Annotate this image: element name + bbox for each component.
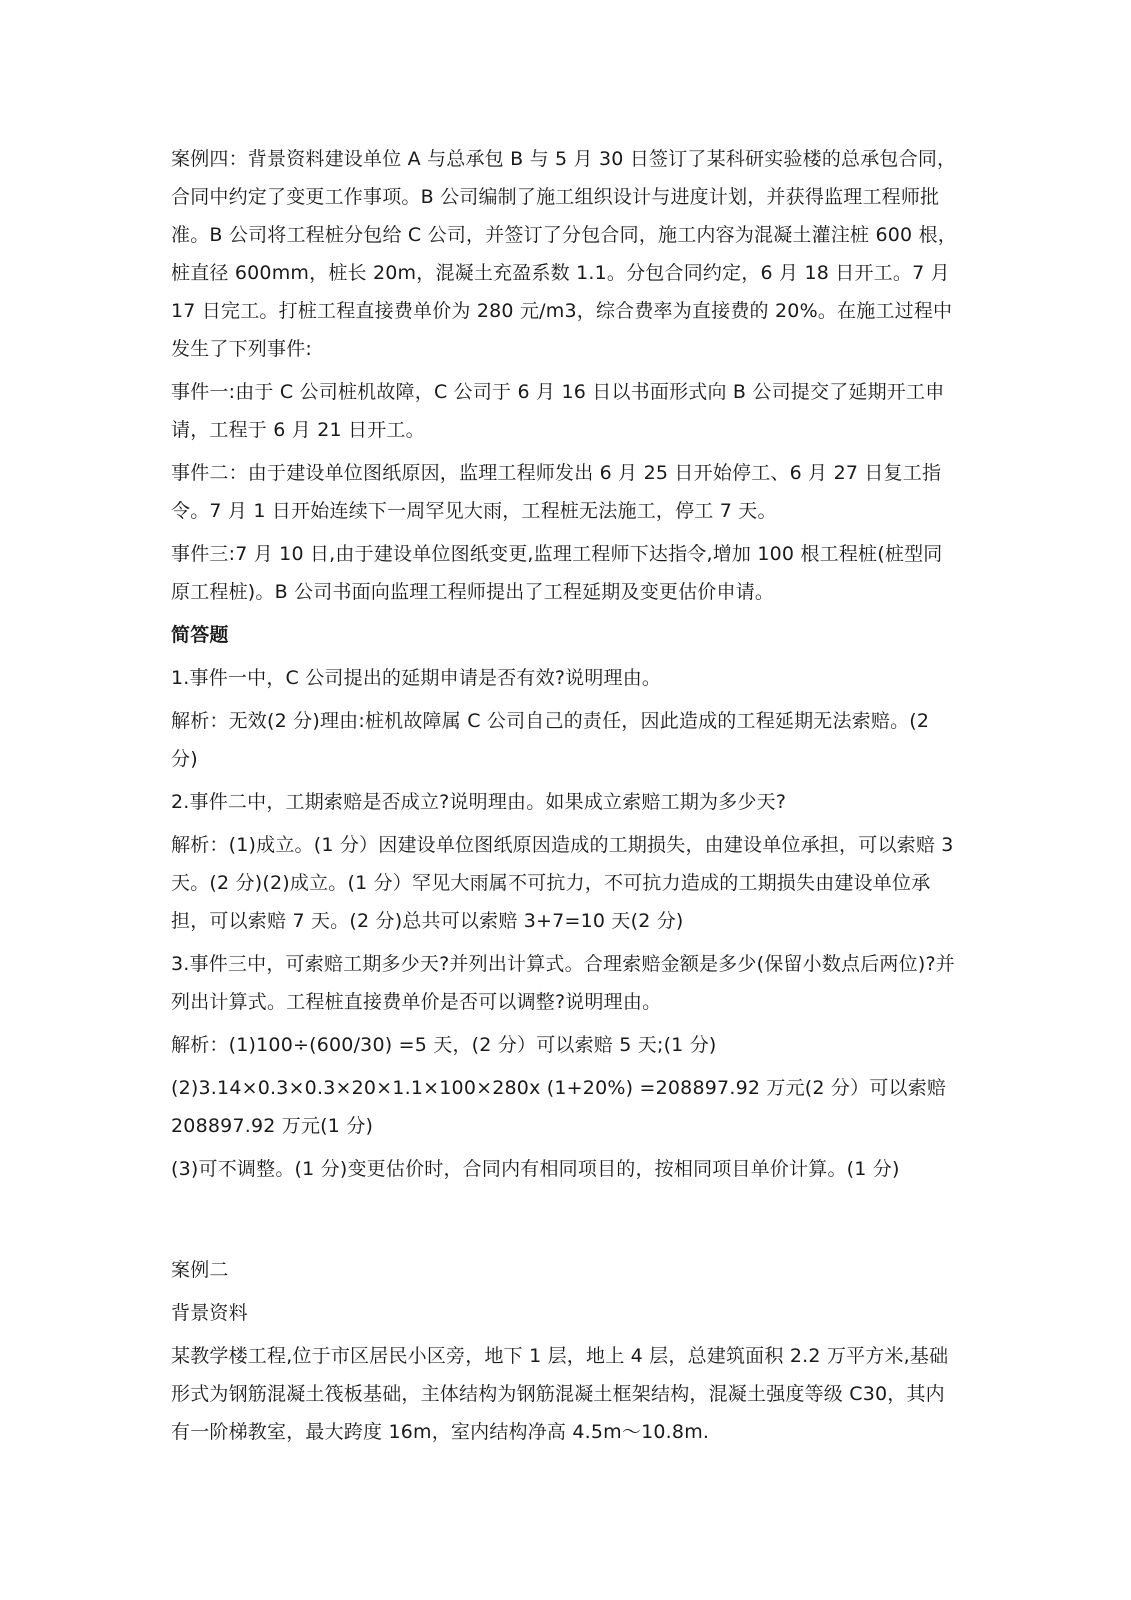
question-1: 1.事件一中，C 公司提出的延期申请是否有效?说明理由。 [171,667,662,689]
answer-3-part-2: (2)3.14×0.3×0.3×20×1.1×100×280x (1+20%) =208897.92 万元(2 分）可以索赔 208897.92 万元(1 分) [171,1077,947,1137]
question-2: 2.事件二中，工期索赔是否成立?说明理由。如果成立索赔工期为多少天? [171,791,787,813]
question-3: 3.事件三中，可索赔工期多少天?并列出计算式。合理索赔金额是多少(保留小数点后两位)?并列出计算式。工程桩直接费单价是否可以调整?说明理由。 [171,953,955,1013]
section-title: 简答题 [171,624,229,646]
case4-event1: 事件一:由于 C 公司桩机故障，C 公司于 6 月 16 日以书面形式向 B 公司提交了延期开工申请，工程于 6 月 21 日开工。 [171,381,945,441]
case4-event3: 事件三:7 月 10 日,由于建设单位图纸变更,监理工程师下达指令,增加 100 根工程桩(桩型同原工程桩)。B 公司书面向监理工程师提出了工程延期及变更估价申请。 [171,543,943,603]
case4-event2: 事件二：由于建设单位图纸原因，监理工程师发出 6 月 25 日开始停工、6 月 27 日复工指令。7 月 1 日开始连续下一周罕见大雨，工程桩无法施工，停工 7 天。 [171,462,942,522]
section-spacer [171,1193,961,1251]
answer-2: 解析：(1)成立。(1 分）因建设单位图纸原因造成的工期损失，由建设单位承担，可以索赔 3 天。(2 分)(2)成立。(1 分）罕见大雨属不可抗力，不可抗力造成的工期损失由建设单位承担，可以索赔 7 天。(2 分)总共可以索赔 3+7=10 天(2 分) [171,834,954,932]
answer-3-part-1: 解析：(1)100÷(600/30) =5 天，(2 分）可以索赔 5 天;(1 分) [171,1034,717,1056]
case2-body: 某教学楼工程,位于市区居民小区旁，地下 1 层，地上 4 层，总建筑面积 2.2 万平方米,基础形式为钢筋混凝土筏板基础，主体结构为钢筋混凝土框架结构，混凝土强度等级 C30，其内有一阶梯教室，最大跨度 16m，室内结构净高 4.5m～10.8m. [171,1345,949,1443]
answer-3-part-3: (3)可不调整。(1 分)变更估价时，合同内有相同项目的，按相同项目单价计算。(1 分) [171,1158,900,1180]
document-page [171,140,961,1456]
case2-subtitle: 背景资料 [171,1302,248,1324]
answer-1: 解析：无效(2 分)理由:桩机故障属 C 公司自己的责任，因此造成的工程延期无法索赔。(2 分) [171,710,930,770]
case4-intro: 案例四：背景资料建设单位 A 与总承包 B 与 5 月 30 日签订了某科研实验楼的总承包合同，合同中约定了变更工作事项。B 公司编制了施工组织设计与进度计划，并获得监理工程师批准。B 公司将工程桩分包给 C 公司，并签订了分包合同，施工内容为混凝土灌注桩 600 根，桩直径 600mm，桩长 20m，混凝土充盈系数 1.1。分包合同约定，6 月 18 日开工。7 月 17 日完工。打桩工程直接费单价为 280 元/m3，综合费率为直接费的 20%。在施工过程中发生了下列事件: [171,148,957,360]
case2-title: 案例二 [171,1259,229,1281]
